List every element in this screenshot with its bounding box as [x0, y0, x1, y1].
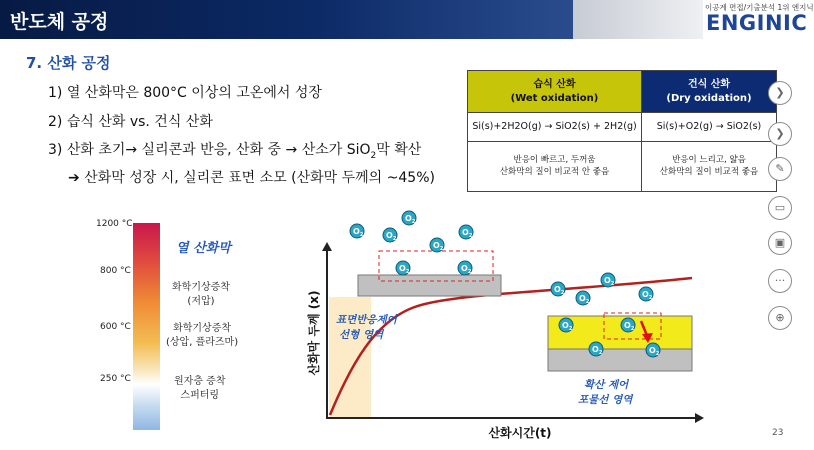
cvd-high-line-1: 화학기상증착	[173, 323, 232, 334]
oxygen-molecule-label: $O_2$	[353, 227, 364, 238]
temp-800-label: 800 °C	[100, 266, 131, 276]
wet-equation: Si(s)+2H2O(g) → SiO2(s) + 2H2(g)	[468, 113, 642, 141]
linear-region-label-1: 표면반응제어	[336, 314, 397, 326]
temp-1200-label: 1200 °C	[96, 219, 133, 229]
page-title: 반도체 공정	[10, 11, 109, 33]
oxygen-molecule-label: $O_2$	[604, 276, 615, 287]
wet-desc-line-2: 산화막의 질이 비교적 안 좋음	[499, 167, 610, 178]
bullet-1: 1) 열 산화막은 800°C 이상의 고온에서 성장	[48, 85, 322, 101]
oxygen-molecule-label: $O_2$	[399, 264, 410, 275]
dry-desc-line-2: 산화막의 질이 비교적 좋음	[659, 167, 759, 178]
chevron-right-icon[interactable]: ❯	[768, 122, 792, 146]
oxygen-molecule-label: $O_2$	[624, 321, 635, 332]
wet-header-en: (Wet oxidation)	[510, 92, 599, 104]
oxygen-molecule	[350, 224, 364, 238]
oxygen-molecule	[551, 282, 565, 296]
linear-region-label-2: 선형 영역	[339, 329, 384, 341]
oxygen-molecule-label: $O_2$	[405, 214, 416, 225]
oxygen-molecule-label: $O_2$	[433, 241, 444, 252]
wet-desc-line-1: 반응이 빠르고, 두꺼움	[513, 155, 596, 166]
section-title: 7. 산화 공정	[26, 54, 111, 72]
silicon-substrate-lower	[548, 349, 692, 371]
parabolic-region-label-2: 포물선 영역	[578, 394, 633, 406]
brand-logo: ENGINIC	[706, 11, 808, 35]
pen-icon[interactable]: ✎	[768, 157, 792, 181]
y-axis-label: 산화막 두께 (x)	[307, 290, 321, 376]
oxygen-molecule	[621, 318, 635, 332]
cvd-low-line-1: 화학기상증착	[172, 282, 230, 293]
wet-header-ko: 습식 산화	[533, 78, 576, 90]
thermal-oxide-label: 열 산화막	[176, 241, 231, 256]
parabolic-region-label-1: 확산 제어	[584, 379, 629, 391]
bullet-2: 2) 습식 산화 vs. 건식 산화	[48, 114, 213, 130]
oxygen-molecule-label: $O_2$	[579, 294, 590, 305]
bullet-4: ➔ 산화막 성장 시, 실리콘 표면 소모 (산화막 두께의 ~45%)	[68, 170, 435, 186]
oxygen-molecule	[459, 225, 473, 239]
oxygen-molecule	[458, 261, 472, 275]
presenter-icon[interactable]: ▣	[768, 231, 792, 255]
temp-600-label: 600 °C	[100, 322, 131, 332]
dry-equation: Si(s)+O2(g) → SiO2(s)	[642, 113, 777, 141]
cvd-high-line-2: (상압, 플라즈마)	[166, 337, 239, 348]
oxygen-molecule	[576, 291, 590, 305]
oxygen-molecule-label: $O_2$	[562, 321, 573, 332]
oxygen-molecule	[383, 228, 397, 242]
cvd-low-line-2: (저압)	[187, 296, 215, 307]
bullet-3-text: 3) 산화 초기→ 실리콘과 반응, 산화 중 → 산소가 SiO	[48, 142, 371, 158]
oxygen-molecule-label: $O_2$	[461, 264, 472, 275]
screen-icon[interactable]: ▭	[768, 196, 792, 220]
brand-tagline: 이공계 면접/기출분석 1위 엔지닉	[705, 3, 814, 12]
oxygen-molecule	[396, 261, 410, 275]
ald-line-1: 원자층 증착	[174, 376, 226, 387]
oxygen-molecule	[601, 273, 615, 287]
oxygen-molecule-label: $O_2$	[592, 345, 603, 356]
temp-250-label: 250 °C	[100, 374, 131, 384]
oxygen-molecule-label: $O_2$	[649, 346, 660, 357]
oxygen-molecule	[646, 343, 660, 357]
bullet-3-subscript: 2	[370, 150, 377, 161]
dry-desc-line-1: 반응이 느리고, 얇음	[672, 155, 746, 166]
bullet-3-suffix: 막 확산	[376, 142, 422, 158]
oxygen-molecule	[402, 211, 416, 225]
oxygen-molecule-label: $O_2$	[386, 231, 397, 242]
chevron-right-icon[interactable]: ❯	[768, 81, 792, 105]
page-number: 23	[772, 428, 784, 438]
zoom-icon[interactable]: ⊕	[768, 306, 792, 330]
dry-header-en: (Dry oxidation)	[666, 92, 752, 104]
x-axis-arrow	[695, 413, 704, 423]
oxygen-molecule-label: $O_2$	[554, 285, 565, 296]
oxygen-molecule-label: $O_2$	[642, 290, 653, 301]
oxygen-molecule-label: $O_2$	[462, 228, 473, 239]
ald-line-2: 스퍼터링	[180, 390, 220, 401]
y-axis-arrow	[322, 242, 332, 251]
oxygen-molecule	[430, 238, 444, 252]
oxygen-molecule	[559, 318, 573, 332]
x-axis-label: 산화시간(t)	[488, 426, 552, 440]
oxygen-molecule	[589, 342, 603, 356]
dry-header-ko: 건식 산화	[687, 78, 731, 90]
oxygen-molecule	[639, 287, 653, 301]
more-icon[interactable]: ···	[768, 269, 792, 293]
